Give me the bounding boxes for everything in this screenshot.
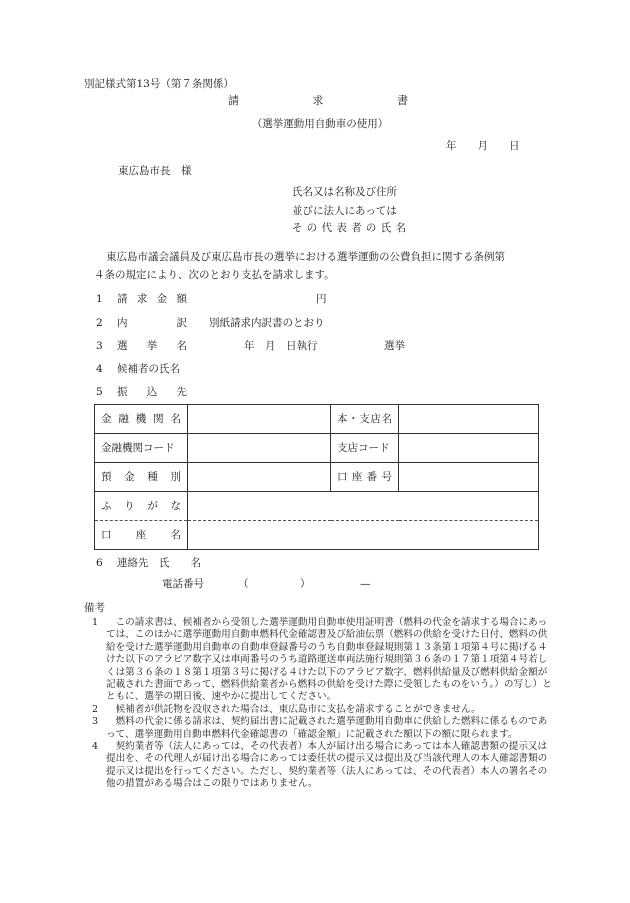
claimant-label-1: 氏名又は名称及び住所 bbox=[292, 186, 397, 198]
item-5-label: 振込先 bbox=[117, 386, 187, 398]
item-2-number: 2 bbox=[96, 317, 103, 329]
note-text: 契約業者等（法人にあっては、その代表者）本人が届け出る場合にあっては本人確認書類の提示又は提出を、その代理人が届け出る場合にあっては委任状の提示又は提出及び当該代理人の本人確認書類の提示又は提出を行ってください。ただし、契約業者等（法人にあっては、その代表者）本人の署名その他の措置がある場合はこの限りではありません。 bbox=[106, 741, 548, 790]
note-item bbox=[84, 716, 554, 741]
claimant-label-2: 並びに法人にあっては bbox=[292, 205, 397, 217]
note-number: 1 bbox=[92, 617, 99, 628]
page-title: 請求書 bbox=[228, 94, 408, 107]
notes-heading: 備考 bbox=[84, 602, 105, 614]
account-holder-field[interactable] bbox=[188, 521, 539, 550]
item-4-number: 4 bbox=[96, 363, 103, 375]
item-5-number: 5 bbox=[96, 386, 103, 398]
note-item bbox=[84, 617, 554, 704]
intro-line-1: 東広島市議会議員及び東広島市長の選挙における選挙運動の公費負担に関する条例第 bbox=[106, 251, 505, 263]
branch-name-field[interactable] bbox=[399, 405, 539, 434]
bank-name-label: 金融機関名 bbox=[95, 405, 188, 434]
bank-transfer-table bbox=[94, 404, 539, 550]
branch-code-field[interactable] bbox=[399, 434, 539, 463]
deposit-type-label: 預金種別 bbox=[95, 463, 188, 492]
furigana-label: ふりがな bbox=[95, 492, 188, 521]
form-id: 別記様式第13号（第７条関係） bbox=[84, 78, 234, 90]
note-number: 4 bbox=[92, 741, 99, 753]
item-6-label: 連絡先 氏 名 bbox=[117, 557, 201, 569]
breakdown-value: 別紙請求内訳書のとおり bbox=[209, 317, 325, 329]
note-text: 燃料の代金に係る請求は、契約届出書に記載された選挙運動用自動車に供給した燃料に係るものであって、選挙運動用自動車燃料代金確認書の「確認金額」に記載された額以下の額に限られます。 bbox=[106, 716, 548, 740]
item-3-label: 選挙名 bbox=[117, 340, 187, 352]
phone-paren-open: （ bbox=[238, 578, 249, 590]
addressee: 東広島市長 様 bbox=[118, 165, 192, 177]
bank-code-field[interactable] bbox=[188, 434, 331, 463]
note-text: 候補者が供託物を没収された場合は、東広島市に支払を請求することができません。 bbox=[115, 703, 481, 715]
branch-name-label: 本・支店名 bbox=[331, 405, 399, 434]
amount-unit: 円 bbox=[316, 293, 327, 305]
branch-code-label: 支店コード bbox=[331, 434, 399, 463]
item-4-label: 候補者の氏名 bbox=[117, 363, 180, 375]
phone-label: 電話番号 bbox=[162, 578, 204, 590]
account-number-field[interactable] bbox=[399, 463, 539, 492]
item-1-number: 1 bbox=[96, 293, 103, 305]
deposit-type-field[interactable] bbox=[188, 463, 331, 492]
intro-line-2: ４条の規定により、次のとおり支払を請求します。 bbox=[94, 269, 335, 281]
notes-list bbox=[84, 617, 554, 791]
note-number: 3 bbox=[92, 716, 99, 728]
phone-dash: — bbox=[360, 578, 371, 590]
date-line: 年 月 日 bbox=[446, 140, 520, 152]
election-suffix: 選挙 bbox=[384, 340, 405, 352]
note-text: この請求書は、候補者から受領した選挙運動用自動車使用証明書（燃料の代金を請求する場合にあっては、このほかに選挙運動用自動車燃料代金確認書及び給油伝票（燃料の供給を受けた日付、燃料の供給を受けた選挙運動用自動車の自動車登録番号のうち自動車登録規則第１３条第１項第４号に掲げる４けた以下のアラビア数字又は車両番号のうち道路運送車両法施行規則第３６条の１７第１項第４号若しくは第３６条の１８第１項第３号に掲げる４けた以下のアラビア数字、燃料供給量及び燃料供給金額が記載された書面であって、燃料供給業者から燃料の供給を受けた際に受領したものをいう。）の写し）とともに、選挙の期日後、速やかに提出してください。 bbox=[106, 617, 552, 703]
note-number: 2 bbox=[92, 703, 99, 715]
furigana-field[interactable] bbox=[188, 492, 539, 521]
note-item bbox=[84, 741, 554, 791]
item-6-number: 6 bbox=[96, 557, 103, 569]
page-subtitle: （選挙運動用自動車の使用） bbox=[251, 118, 389, 130]
item-1-label: 請求金額 bbox=[117, 293, 187, 305]
note-item bbox=[84, 704, 554, 716]
phone-paren-close: ） bbox=[300, 578, 311, 590]
item-2-label: 内訳 bbox=[117, 317, 187, 329]
bank-name-field[interactable] bbox=[188, 405, 331, 434]
bank-code-label: 金融機関コード bbox=[95, 434, 188, 463]
account-number-label: 口座番号 bbox=[331, 463, 399, 492]
account-holder-label: 口座名 bbox=[95, 521, 188, 550]
election-date: 年 月 日執行 bbox=[244, 340, 318, 352]
item-3-number: 3 bbox=[96, 340, 103, 352]
claimant-label-3: その代表者の氏名 bbox=[292, 222, 406, 234]
